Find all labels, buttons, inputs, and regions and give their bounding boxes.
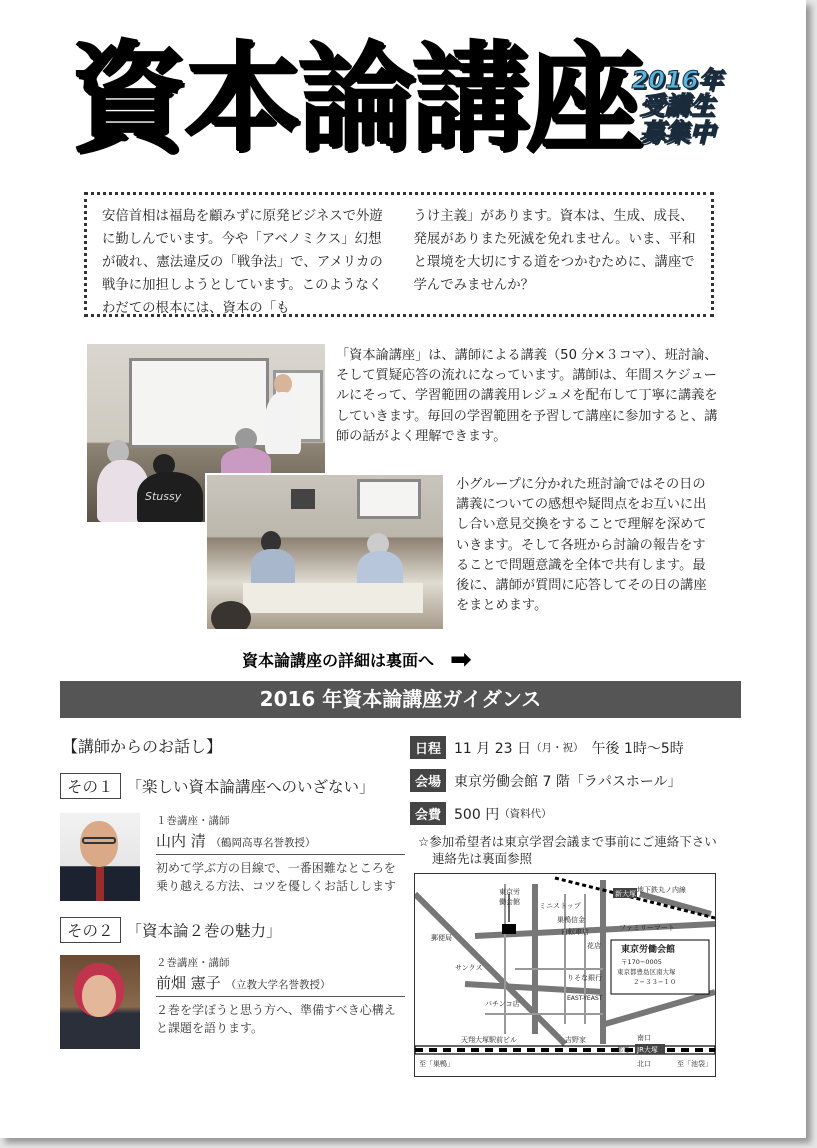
talk-number: その１ xyxy=(60,773,121,799)
ministop-label: ミニストップ xyxy=(539,902,581,910)
to-ikebukuro-label: 至「池袋」 xyxy=(677,1060,712,1068)
lecturer-description: 初めて学ぶ方の目線で、一番困難なところを乗り越える方法、コツを優しくお話しします xyxy=(156,861,397,893)
venue-box-title: 東京労働会館 xyxy=(621,945,676,955)
lecturer-role: ２巻講座・講師 xyxy=(156,957,230,969)
intro-col-right: うけ主義」があります。資本は、生成、成長、発展がありまた死滅を免れません。いま、平和と環境を大切にする道をつかむために、講座で学んでみませんか？ xyxy=(413,209,696,293)
fee-label: 会費 xyxy=(410,802,446,825)
sunkus-label: サンクス xyxy=(455,964,483,972)
talk-name: 「楽しい資本論講座へのいざない」 xyxy=(126,778,375,796)
fee-row xyxy=(410,802,740,825)
venue-postal: 〒170−0005 xyxy=(621,958,662,966)
building-label-1: 東京労 xyxy=(499,888,520,896)
flower-shop-label: 花店 xyxy=(587,942,601,950)
badge-students: 受講生 xyxy=(639,91,715,121)
fee-note: （資料代） xyxy=(499,808,552,820)
subway-label: 地下鉄丸ノ内線 xyxy=(637,886,686,894)
building-label-2: 働会館 xyxy=(499,898,520,906)
badge-recruiting: 募集中 xyxy=(639,117,715,147)
lecturer-role: １巻講座・講師 xyxy=(156,815,230,827)
date-time: 午後 1時〜5時 xyxy=(591,740,684,757)
discussion-photo xyxy=(205,473,445,631)
jr-otsuka-label: JR大塚 xyxy=(637,1046,658,1054)
date-value: 11 月 23 日 xyxy=(454,740,531,757)
lecturer-head xyxy=(274,374,292,394)
shin-otsuka-label: 新大塚 xyxy=(615,890,636,898)
venue-row xyxy=(410,769,740,792)
tv-monitor xyxy=(291,489,315,509)
post-office-label: 郵便局 xyxy=(431,934,452,942)
venue-address1: 東京都豊島区南大塚 xyxy=(617,968,676,976)
intro-col-left: 安倍首相は福島を顧みずに原発ビジネスで外遊に勤しんでいます。今や「アベノミクス」幻想が破れ、憲法違反の「戦争法」で、アメリカの戦争に加担しようとしています。このようなくわだての根本には、資本の「も xyxy=(102,209,383,316)
date-label: 日程 xyxy=(410,736,446,759)
date-day: （月・祝） xyxy=(531,742,584,754)
sugamo-shinkin-label: 巣鴨信金 xyxy=(557,916,585,924)
resona-label: りそな銀行 xyxy=(567,974,602,982)
fee-value: 500 円 xyxy=(454,806,500,823)
main-title: 資本論講座 xyxy=(70,30,641,168)
access-map xyxy=(414,873,716,1077)
shirt-print: Stussy xyxy=(145,490,182,503)
attendee-figure xyxy=(251,549,295,585)
contact-ref: 連絡先は裏面参照 xyxy=(432,851,533,866)
map-svg xyxy=(415,874,715,1076)
familymart-label: ファミリーマート xyxy=(619,924,675,932)
yoshinoya-label: 吉野家 xyxy=(565,1036,586,1044)
arrow-right-icon: ➡ xyxy=(450,644,472,675)
intro-box xyxy=(84,192,714,317)
lecture-description: 「資本論講座」は、講師による講義（50 分×３コマ）、班討論、そして質疑応答の流れになっています。講師は、年間スケジュールにそって、学習範囲の講義用レジュメを配布して丁寧に講義をしていきます。毎回の学習範囲を予習して講座に参加すると、講師の話がよく理解できます。 xyxy=(336,348,718,444)
lecturer-talks xyxy=(60,734,405,1049)
tenshodo-label: 天翔大塚駅前ビル xyxy=(461,1036,517,1044)
details-text: 資本論講座の詳細は裏面へ xyxy=(242,651,435,670)
discussion-description: 小グループに分かれた班討論ではその日の講義についての感想や疑問点をお互いに出し合い意見交換をすることで理解を深めていきます。そして各班から討論の報告をすることで問題意識を全体で共有します。最後に、講師が質問に応答してその日の講座をまとめます。 xyxy=(456,477,707,614)
avatar xyxy=(60,813,140,901)
lecturer-name: 山内 清 （鶴岡高専名誉教授） xyxy=(156,830,405,855)
talk-1-title xyxy=(60,773,405,799)
date-row xyxy=(410,736,740,759)
talk-number: その２ xyxy=(60,917,121,943)
bicycle-shop-label: 自転車店 xyxy=(561,928,589,936)
pachinko-label: パチンコ店 xyxy=(485,1000,520,1008)
venue-marker xyxy=(502,924,516,934)
event-info xyxy=(410,736,740,867)
attendee-head xyxy=(211,601,251,631)
toden-label: 都電 xyxy=(617,1047,630,1054)
lecturer-description: ２巻を学ぼうと思う方へ、準備すべき心構えと課題を語ります。 xyxy=(156,1003,396,1035)
lecturer-figure xyxy=(265,392,301,454)
avatar xyxy=(60,955,140,1049)
venue-value: 東京労働会館 7 階「ラパスホール」 xyxy=(454,773,682,790)
recruit-badge xyxy=(618,68,736,146)
lecturer-name: 前畑 憲子 （立教大学名誉教授） xyxy=(156,972,405,997)
section-heading: 【講師からのお話し】 xyxy=(62,737,223,756)
lecturer-1 xyxy=(60,813,405,901)
badge-year: 2016年 xyxy=(631,66,723,94)
attendee-head xyxy=(235,428,257,450)
venue-address2: ２−３３−１０ xyxy=(633,978,677,986)
lecturer-2 xyxy=(60,955,405,1049)
venue-label: 会場 xyxy=(410,769,446,792)
guidance-banner: 2016 年資本論講座ガイダンス xyxy=(60,681,741,718)
details-on-back-link xyxy=(242,644,472,675)
to-sugamo-label: 至「巣鴨」 xyxy=(419,1060,454,1068)
talk-2-title xyxy=(60,917,405,943)
talk-name: 「資本論２巻の魅力」 xyxy=(126,922,282,940)
contact-note: ☆参加希望者は東京学習会議まで事前にご連絡下さい xyxy=(418,834,717,849)
north-exit-label: 北口 xyxy=(637,1060,651,1068)
east-yeast-label: EAST-YEAST xyxy=(567,995,603,1002)
south-exit-label: 南口 xyxy=(637,1034,651,1042)
whiteboard xyxy=(357,479,421,519)
discussion-table xyxy=(243,583,423,613)
